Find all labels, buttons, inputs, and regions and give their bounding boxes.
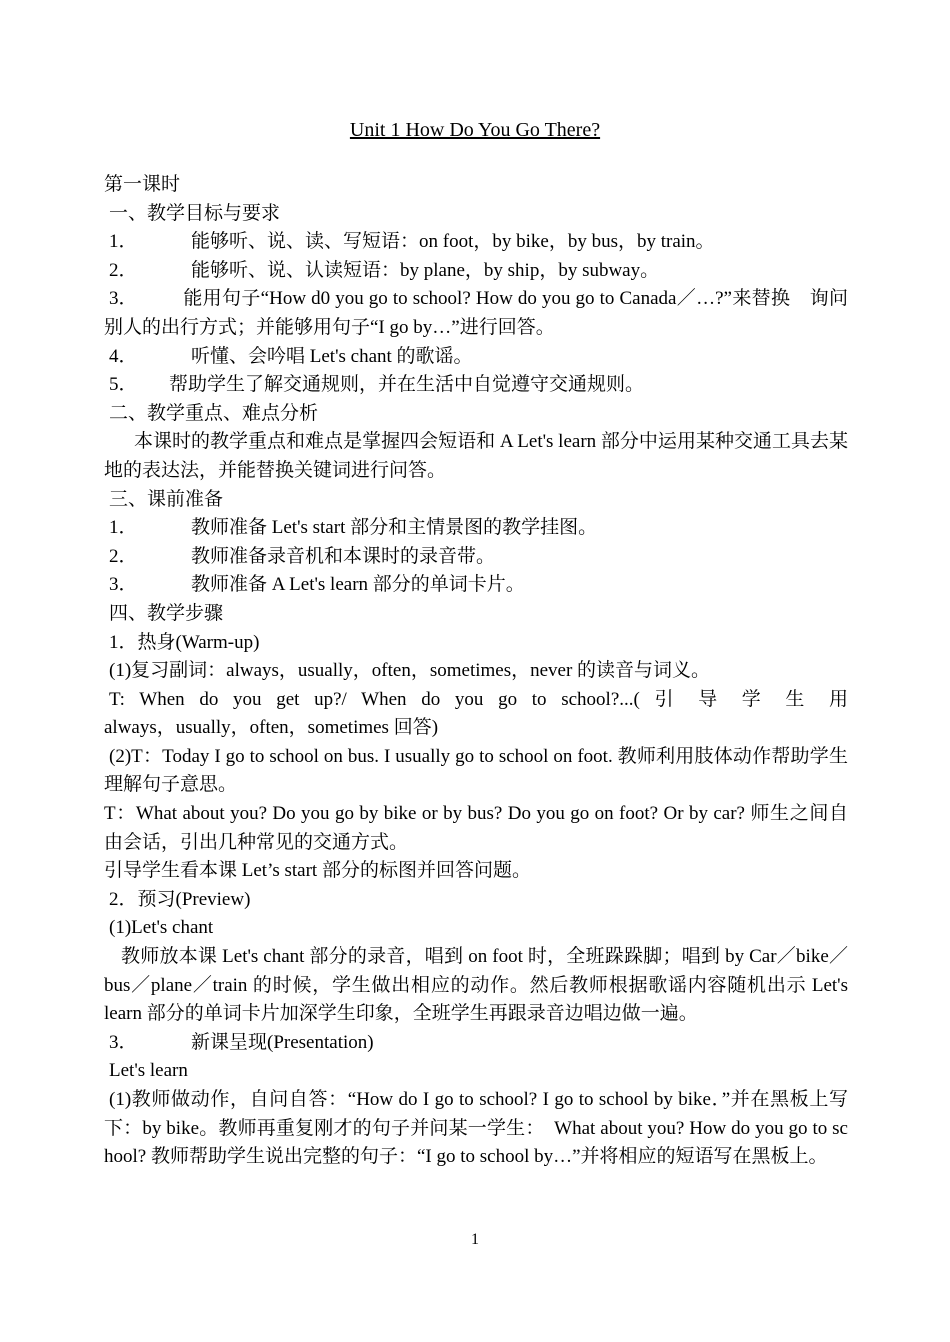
goal-item [104,343,848,372]
item-text: 听懂、会吟唱 Let's chant 的歌谣。 [191,345,473,367]
document-body [104,171,848,1172]
step-paragraph: (1)复习副词：always，usually，often，sometimes，never 的读音与词义。 [109,660,711,682]
step-heading-warmup: 1．热身(Warm-up) [109,631,260,653]
document-title: Unit 1 How Do You Go There? [349,119,601,141]
section-heading-steps: 四、教学步骤 [109,602,224,624]
goal-item [104,228,848,257]
prep-item [104,543,848,572]
step-subheading: (1)Let's chant [109,917,214,939]
item-text: 教师准备 A Let's learn 部分的单词卡片。 [191,574,525,596]
item-text: 教师准备 Let's start 部分和主情景图的教学挂图。 [191,517,598,539]
focus-paragraph: 本课时的教学重点和难点是掌握四会短语和 A Let's learn 部分中运用某种交通工具去某地的表达法，并能替换关键词进行问答。 [104,431,848,481]
item-number: 3． [109,574,138,596]
item-number: 3． [109,1031,138,1053]
step-heading-preview: 2．预习(Preview) [109,888,251,910]
step-paragraph: always，usually，often，sometimes 回答) [104,717,439,739]
step-paragraph: (1)教师做动作，自问自答：“How do I go to school? I go to school by bike．”并在黑板上写下：by bike。教师再重复刚才的句子并问某一学生： What about you? How do you go to school? 教师帮助学生说出完整的句子：“I go to school by…”并将相应的短语写在黑板上。 [104,1089,848,1168]
step-heading-presentation [104,1029,848,1058]
section-heading-focus: 二、教学重点、难点分析 [109,402,319,424]
step-paragraph: (2)T：Today I go to school on bus. I usually go to school on foot. 教师利用肢体动作帮助学生理解句子意思。 [104,745,848,796]
item-text: 能够听、说、认读短语：by plane，by ship，by subway。 [191,259,660,281]
item-text: 帮助学生了解交通规则，并在生活中自觉遵守交通规则。 [169,374,645,396]
item-text: 能用句子“How d0 you go to school? How do you go to Canada／…?”来替换 询问别人的出行方式；并能够用句子“I go by…”进行回答。 [104,288,848,338]
item-number: 2． [109,259,138,281]
item-number: 5． [109,374,138,396]
step-paragraph: 引导学生看本课 Let’s start 部分的标图并回答问题。 [104,860,531,882]
item-text: 教师准备录音机和本课时的录音带。 [191,545,496,567]
section-heading-preparation: 三、课前准备 [109,488,224,510]
item-number: 4． [109,345,138,367]
item-text: 新课呈现(Presentation) [191,1031,374,1053]
prep-item [104,571,848,600]
item-number: 3． [109,288,138,310]
section-heading-goals: 一、教学目标与要求 [109,202,281,224]
prep-item [104,514,848,543]
goal-item [104,371,848,400]
goal-item [104,285,848,342]
step-paragraph: T：What about you? Do you go by bike or by bus? Do you go on foot? Or by car? 师生之间自由会话，引出几种常见的交通方式。 [104,803,848,853]
item-number: 1． [109,517,138,539]
page-number: 1 [471,1231,479,1248]
item-number: 2． [109,545,138,567]
step-paragraph: T: When do you get up?/ When do you go to school?...( 引 导 学 生 用 [109,688,848,710]
step-subheading: Let's learn [109,1060,188,1082]
item-text: 能够听、说、读、写短语：on foot，by bike，by bus，by train。 [191,231,715,253]
lesson-heading: 第一课时 [104,174,181,195]
step-paragraph: 教师放本课 Let's chant 部分的录音，唱到 on foot 时，全班跺跺脚；唱到 by Car／bike／bus／plane／train 的时候，学生做出相应的动作。然后教师根据歌谣内容随机出示 Let's learn 部分的单词卡片加深学生印象，全班学生再跟录音边唱边做一遍。 [104,946,848,1025]
goal-item [104,257,848,286]
item-number: 1． [109,231,138,253]
